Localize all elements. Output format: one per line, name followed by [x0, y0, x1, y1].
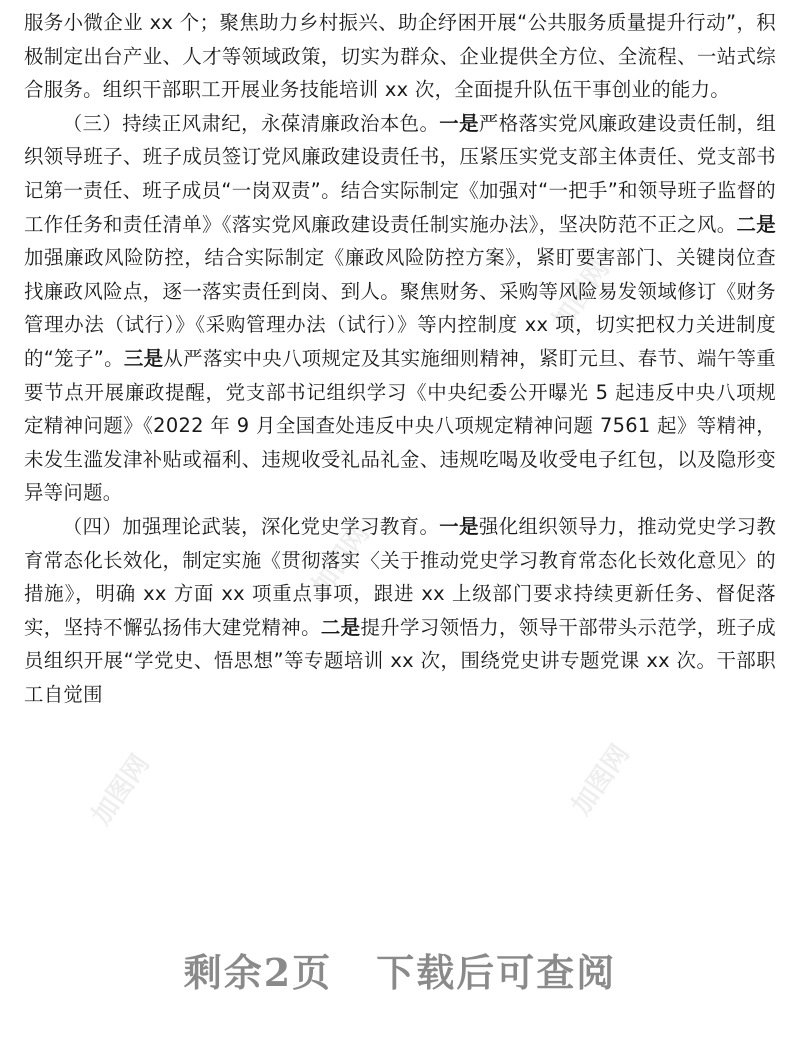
paragraph: （四）加强理论武装，深化党史学习教育。一是强化组织领导力，推动党史学习教育常态化长效化，制定实施《贯彻落实〈关于推动党史学习教育常态化长效化意见〉的措施》，明确 xx 方面 xx 项重点事项，跟进 xx 上级部门要求持续更新任务、督促落实，坚持不懈弘扬伟大建党精神。二是提升学习领悟力，领导干部带头示范学，班子成员组织开展“学党史、悟思想”等专题培训 xx 次，围绕党史讲专题党课 xx 次。干部职工自觉围 [24, 514, 777, 706]
paragraph: （三）持续正风肃纪，永葆清廉政治本色。一是严格落实党风廉政建设责任制，组织领导班子、班子成员签订党风廉政建设责任书，压紧压实党支部主体责任、党支部书记第一责任、班子成员“一岗双责”。结合实际制定《加强对“一把手”和领导班子监督的工作任务和责任清单》《落实党风廉政建设责任制实施办法》，坚决防范不正之风。二是加强廉政风险防控，结合实际制定《廉政风险防控方案》，紧盯要害部门、关键岗位查找廉政风险点，逐一落实责任到岗、到人。聚焦财务、采购等风险易发领域修订《财务管理办法（试行）》《采购管理办法（试行）》等内控制度 xx 项，切实把权力关进制度的“笼子”。三是从严落实中央八项规定及其实施细则精神，紧盯元旦、春节、端午等重要节点开展廉政提醒，党支部书记组织学习《中央纪委公开曝光 5 起违反中央八项规定精神问题》《2022 年 9 月全国查处违反中央八项规定精神问题 7561 起》等精神，未发生滥发津补贴或福利、违规收受礼品礼金、违规吃喝及收受电子红包，以及隐形变异等问题。 [24, 111, 777, 505]
watermark: 加图网 [86, 749, 156, 831]
watermark: 加图网 [306, 519, 376, 601]
remaining-pages-label: 剩余2页 [183, 950, 333, 995]
section-heading: （四）加强理论武装，深化党史学习教育。 [62, 514, 440, 538]
section-heading: （三）持续正风肃纪，永葆清廉政治本色。 [62, 111, 440, 135]
paragraph: 服务小微企业 xx 个；聚焦助力乡村振兴、助企纾困开展“公共服务质量提升行动”，积极制定出台产业、人才等领域政策，切实为群众、企业提供全方位、全流程、一站式综合服务。组织干部职工开展业务技能培训 xx 次，全面提升队伍干事创业的能力。 [24, 11, 776, 102]
download-prompt[interactable] [0, 942, 800, 997]
watermark: 加图网 [566, 739, 636, 821]
watermark: 加图网 [546, 254, 616, 336]
document-body [24, 6, 776, 711]
download-to-view-label: 下载后可查阅 [376, 950, 617, 995]
